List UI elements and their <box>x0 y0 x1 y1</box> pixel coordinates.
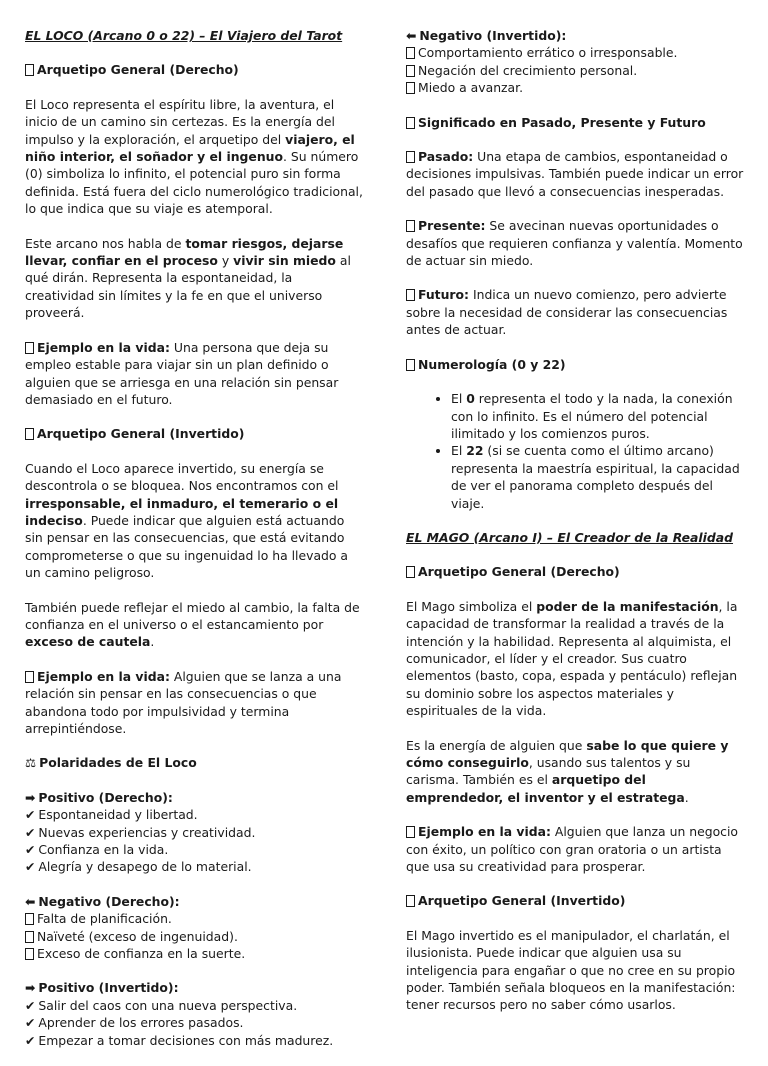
paragraph <box>25 460 363 582</box>
paragraph <box>406 598 744 720</box>
right-column <box>406 27 744 1031</box>
text-run: al qué dirán. Representa la espontaneidad, la creatividad sin límites y la fe en que el universo proveerá. <box>25 253 351 321</box>
missing-glyph-icon <box>406 289 415 301</box>
bold-text: viajero, el niño interior, el soñador y el ingenuo <box>25 131 355 165</box>
list-heading: ⬅ Negativo (Invertido): <box>406 28 567 43</box>
list-item: Miedo a avanzar. <box>406 79 744 96</box>
text-run: y <box>217 253 234 269</box>
text-run: El <box>451 443 467 459</box>
example-paragraph: Ejemplo en la vida: Una persona que deja su empleo estable para viajar sin un plan definido o alguien que se arriesga en una relación sin pensar demasiado en el futuro. <box>25 339 339 407</box>
list-item: Negación del crecimiento personal. <box>406 62 744 79</box>
text-run: El Mago simboliza el <box>406 598 537 614</box>
text-run: Cuando el Loco aparece invertido, su energía se descontrola o se bloquea. Nos encontramos con el <box>25 460 339 494</box>
missing-glyph-icon <box>406 117 415 129</box>
text-run: . Su número (0) simboliza lo infinito, el potencial puro sin forma definida. Está fuera del ciclo numerológico tradicional, lo que indica que su viaje es atemporal. <box>25 149 363 217</box>
list-item: Naïveté (exceso de ingenuidad). <box>25 928 363 945</box>
list-item: Falta de planificación. <box>25 910 363 927</box>
section-heading-mago-arquetipo-invertido: Arquetipo General (Invertido) <box>406 892 744 909</box>
presente-paragraph: Presente: Se avecinan nuevas oportunidades o desafíos que requieren confianza y valentía. Momento de actuar sin miedo. <box>406 218 743 269</box>
list-item <box>451 442 744 512</box>
list-negativo-invertido <box>406 27 744 97</box>
list-positivo-derecho <box>25 789 363 876</box>
arrow-left-icon: ⬅ <box>406 28 417 43</box>
list-item: ✔ Alegría y desapego de lo material. <box>25 859 252 875</box>
el-mago-title: EL MAGO (Arcano I) – El Creador de la Realidad <box>406 529 734 545</box>
arrow-right-icon: ➡ <box>25 980 36 996</box>
list-item: ✔ Empezar a tomar decisiones con más madurez. <box>25 1032 334 1048</box>
section-heading-arquetipo-derecho: Arquetipo General (Derecho) <box>25 61 363 78</box>
section-heading-polaridades: ⚖ Polaridades de El Loco <box>25 755 197 771</box>
list-item: Exceso de confianza en la suerte. <box>25 945 363 962</box>
text-run: . <box>150 634 155 650</box>
paragraph <box>25 96 363 218</box>
section-heading-significado: Significado en Pasado, Presente y Futuro <box>406 114 744 131</box>
bold-text: sabe lo que quiere y cómo conseguirlo <box>406 737 729 770</box>
text-run: representa el todo y la nada, la conexión con lo infinito. Es el número del potencial ilimitado y los comienzos puros. <box>451 391 733 441</box>
paragraph <box>25 235 363 322</box>
missing-glyph-icon <box>406 359 415 371</box>
bold-text: arquetipo del emprendedor, el inventor y el estratega <box>406 772 685 805</box>
check-icon: ✔ <box>25 842 36 858</box>
text-run: También puede reflejar el miedo al cambio, la falta de confianza en el universo o el estancamiento por <box>25 599 360 632</box>
left-column <box>25 27 363 1066</box>
missing-glyph-icon <box>406 65 415 77</box>
pasado-paragraph: Pasado: Una etapa de cambios, espontaneidad o decisiones impulsivas. También puede indicar un error del pasado que llevó a consecuencias inesperadas. <box>406 149 744 199</box>
check-icon: ✔ <box>25 859 36 875</box>
list-heading: ⬅ Negativo (Derecho): <box>25 893 180 909</box>
bold-text: irresponsable, el inmaduro, el temerario o el indeciso <box>25 495 339 528</box>
list-item: ✔ Aprender de los errores pasados. <box>25 1015 244 1031</box>
paragraph <box>406 737 744 807</box>
section-heading-arquetipo-invertido: Arquetipo General (Invertido) <box>25 425 363 442</box>
paragraph <box>25 599 363 651</box>
missing-glyph-icon <box>406 151 415 163</box>
missing-glyph-icon <box>25 428 34 440</box>
numerologia-list <box>406 390 744 512</box>
check-icon: ✔ <box>25 997 36 1013</box>
missing-glyph-icon <box>25 913 34 925</box>
bold-text: 22 <box>466 443 484 459</box>
text-run: Es la energía de alguien que <box>406 737 587 753</box>
list-item: ✔ Espontaneidad y libertad. <box>25 807 198 823</box>
text-run: (si se cuenta como el último arcano) representa la maestría espiritual, la capacidad de ver el panorama completo después del viaje. <box>451 443 740 511</box>
missing-glyph-icon <box>406 895 415 907</box>
check-icon: ✔ <box>25 807 36 823</box>
example-paragraph: Ejemplo en la vida: Alguien que se lanza a una relación sin pensar en las consecuencias o que abandona todo por impulsividad y termina arrepintiéndose. <box>25 668 342 736</box>
text-run: . Puede indicar que alguien está actuando sin pensar en las consecuencias, que está evitando comprometerse o que su ingenuidad lo ha llevado a un camino peligroso. <box>25 512 349 581</box>
missing-glyph-icon <box>406 47 415 59</box>
check-icon: ✔ <box>25 1015 36 1031</box>
scales-icon: ⚖ <box>25 755 37 771</box>
paragraph: El Mago invertido es el manipulador, el charlatán, el ilusionista. Puede indicar que alguien usa su inteligencia para engañar o que no cree en su propio poder. También señala bloqueos en la manifestación: tener recursos pero no saber cómo usarlos. <box>406 927 736 1013</box>
missing-glyph-icon <box>406 826 415 838</box>
missing-glyph-icon <box>25 671 34 683</box>
text-run: , la capacidad de transformar la realidad a través de la intención y la habilidad. Representa al alquimista, el comunicador, el líder y el creador. Sus cuatro elementos (basto, copa, espada y pentáculo) reflejan su dominio sobre los aspectos materiales y espirituales de la vida. <box>406 598 738 719</box>
arrow-right-icon: ➡ <box>25 789 36 805</box>
list-positivo-invertido <box>25 979 363 1049</box>
list-item: ✔ Nuevas experiencias y creatividad. <box>25 824 256 840</box>
missing-glyph-icon <box>406 220 415 232</box>
missing-glyph-icon <box>25 342 34 354</box>
bold-text: exceso de cautela <box>25 634 151 650</box>
list-item: Comportamiento errático o irresponsable. <box>406 44 744 61</box>
section-heading-mago-arquetipo-derecho: Arquetipo General (Derecho) <box>406 563 744 580</box>
text-run: El Loco representa el espíritu libre, la aventura, el inicio de un camino sin certezas. Es la energía del impulso y la exploración, el arquetipo del <box>25 96 335 147</box>
list-heading: ➡ Positivo (Derecho): <box>25 789 173 805</box>
check-icon: ✔ <box>25 1032 36 1048</box>
missing-glyph-icon <box>25 64 34 76</box>
section-heading-numerologia: Numerología (0 y 22) <box>406 356 744 373</box>
list-heading: ➡ Positivo (Invertido): <box>25 980 179 996</box>
el-loco-title: EL LOCO (Arcano 0 o 22) – El Viajero del Tarot <box>25 28 343 43</box>
check-icon: ✔ <box>25 824 36 840</box>
text-run: Este arcano nos habla de <box>25 235 186 251</box>
arrow-left-icon: ⬅ <box>25 893 36 909</box>
example-paragraph: Ejemplo en la vida: Alguien que lanza un negocio con éxito, un político con gran oratoria o un artista que usa su creatividad para prosperar. <box>406 824 738 875</box>
bold-text: tomar riesgos, dejarse llevar, confiar en el proceso <box>25 235 344 269</box>
text-run: El <box>451 391 467 407</box>
list-negativo-derecho <box>25 893 363 963</box>
missing-glyph-icon <box>406 82 415 94</box>
list-item: ✔ Salir del caos con una nueva perspectiva. <box>25 997 298 1013</box>
bold-text: 0 <box>466 391 475 407</box>
futuro-paragraph: Futuro: Indica un nuevo comienzo, pero advierte sobre la necesidad de considerar las consecuencias antes de actuar. <box>406 287 728 338</box>
text-run: . <box>684 789 689 805</box>
list-item: ✔ Confianza en la vida. <box>25 842 169 858</box>
missing-glyph-icon <box>25 948 34 960</box>
bold-text: poder de la manifestación <box>536 598 719 614</box>
missing-glyph-icon <box>406 566 415 578</box>
bold-text: vivir sin miedo <box>233 253 336 269</box>
list-item <box>451 390 744 442</box>
text-run: , usando sus talentos y su carisma. También es el <box>406 755 691 788</box>
missing-glyph-icon <box>25 931 34 943</box>
